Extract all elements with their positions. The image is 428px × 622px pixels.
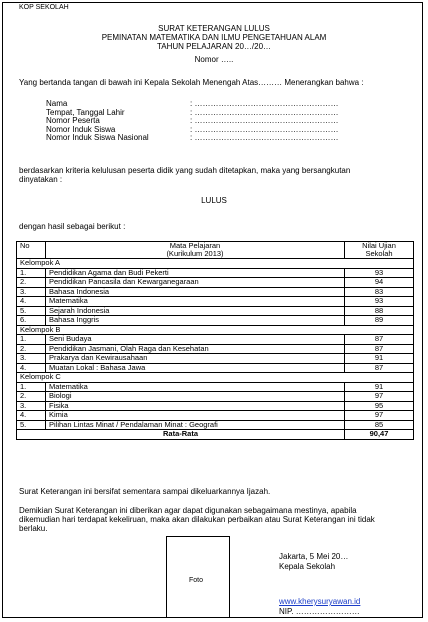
row-score: 87 bbox=[345, 363, 414, 373]
row-score: 91 bbox=[345, 382, 414, 392]
closing-line-3: berlaku. bbox=[19, 524, 48, 533]
group-row bbox=[17, 373, 414, 383]
row-score: 93 bbox=[345, 297, 414, 307]
header-subject bbox=[46, 242, 345, 259]
row-number: 4. bbox=[17, 411, 46, 421]
table-row bbox=[17, 335, 414, 345]
criteria-line-1: berdasarkan kriteria kelulusan peserta didik yang sudah ditetapkan, maka yang bersangkutan bbox=[19, 166, 351, 175]
group-row bbox=[17, 259, 414, 269]
field-value: : ……………………………………………… bbox=[190, 116, 339, 125]
group-name: Kelompok C bbox=[17, 373, 414, 383]
table-row bbox=[17, 363, 414, 373]
row-number: 4. bbox=[17, 363, 46, 373]
row-subject: Bahasa Indonesia bbox=[46, 287, 345, 297]
row-number: 1. bbox=[17, 382, 46, 392]
signature-place-date: Jakarta, 5 Mei 20… bbox=[279, 552, 349, 561]
field-label: Tempat, Tanggal Lahir bbox=[46, 107, 125, 117]
field-label: Nama bbox=[46, 99, 68, 108]
table-row bbox=[17, 278, 414, 288]
temporary-note: Surat Keterangan ini bersifat sementara sampai dikeluarkannya Ijazah. bbox=[19, 487, 271, 496]
signature-role: Kepala Sekolah bbox=[279, 562, 336, 571]
table-row bbox=[17, 354, 414, 364]
row-subject: Fisika bbox=[46, 401, 345, 411]
header-score-line2: Sekolah bbox=[365, 249, 393, 258]
closing-line-1: Demikian Surat Keterangan ini diberikan agar dapat digunakan sebagaimana mestinya, apabila bbox=[19, 506, 357, 515]
field-label: Nomor Induk Siswa Nasional bbox=[46, 133, 149, 142]
photo-label: Foto bbox=[189, 577, 204, 584]
row-score: 93 bbox=[345, 268, 414, 278]
field-value: : ……………………………………………… bbox=[190, 107, 339, 117]
row-subject: Matematika bbox=[46, 297, 345, 307]
header-no: No bbox=[17, 242, 46, 259]
row-score: 85 bbox=[345, 420, 414, 430]
row-subject: Pilihan Lintas Minat / Pendalaman Minat : Geografi bbox=[46, 420, 345, 430]
field-value: : ……………………………………………… bbox=[190, 124, 339, 134]
row-score: 97 bbox=[345, 392, 414, 402]
row-subject: Matematika bbox=[46, 382, 345, 392]
row-subject: Pendidikan Jasmani, Olah Raga dan Kesehatan bbox=[46, 344, 345, 354]
row-number: 6. bbox=[17, 316, 46, 326]
field-value: : ……………………………………………… bbox=[190, 133, 339, 142]
table-header-row bbox=[17, 242, 414, 259]
website-link[interactable]: www.kherysuryawan.id bbox=[279, 597, 361, 606]
row-number: 3. bbox=[17, 401, 46, 411]
field-label: Nomor Induk Siswa bbox=[46, 124, 116, 134]
row-subject: Kimia bbox=[46, 411, 345, 421]
field-value: : ……………………………………………… bbox=[190, 99, 339, 108]
row-subject: Pendidikan Agama dan Budi Pekerti bbox=[46, 268, 345, 278]
header-score-line1: Nilai Ujian bbox=[362, 241, 396, 250]
row-score: 91 bbox=[345, 354, 414, 364]
row-score: 89 bbox=[345, 316, 414, 326]
row-subject: Biologi bbox=[46, 392, 345, 402]
row-subject: Muatan Lokal : Bahasa Jawa bbox=[46, 363, 345, 373]
doc-subtitle: PEMINATAN MATEMATIKA DAN ILMU PENGETAHUAN ALAM bbox=[101, 33, 327, 42]
total-row bbox=[17, 430, 414, 440]
total-label: Rata-Rata bbox=[17, 430, 345, 440]
photo-box bbox=[166, 536, 230, 618]
group-name: Kelompok B bbox=[17, 325, 414, 335]
grades-intro: dengan hasil sebagai berikut : bbox=[19, 222, 126, 231]
row-number: 2. bbox=[17, 344, 46, 354]
row-score: 97 bbox=[345, 411, 414, 421]
row-score: 87 bbox=[345, 344, 414, 354]
row-number: 1. bbox=[17, 335, 46, 345]
row-number: 5. bbox=[17, 306, 46, 316]
row-number: 5. bbox=[17, 420, 46, 430]
intro-text: Yang bertanda tangan di bawah ini Kepala Sekolah Menengah Atas……… Menerangkan bahwa : bbox=[19, 78, 364, 87]
row-score: 95 bbox=[345, 401, 414, 411]
row-number: 3. bbox=[17, 354, 46, 364]
row-score: 83 bbox=[345, 287, 414, 297]
table-row bbox=[17, 382, 414, 392]
criteria-line-2: dinyatakan : bbox=[19, 175, 63, 184]
row-number: 1. bbox=[17, 268, 46, 278]
table-row bbox=[17, 401, 414, 411]
doc-title: SURAT KETERANGAN LULUS bbox=[158, 24, 270, 33]
header-subject-line1: Mata Pelajaran bbox=[169, 241, 221, 250]
row-subject: Sejarah Indonesia bbox=[46, 306, 345, 316]
row-number: 2. bbox=[17, 278, 46, 288]
table-row bbox=[17, 420, 414, 430]
signature-nip: NIP. …………………… bbox=[279, 607, 360, 616]
header-score bbox=[345, 242, 414, 259]
table-row bbox=[17, 392, 414, 402]
kop-sekolah: KOP SEKOLAH bbox=[19, 4, 69, 11]
header-subject-line2: (Kurikulum 2013) bbox=[166, 249, 224, 258]
table-row bbox=[17, 411, 414, 421]
table-row bbox=[17, 316, 414, 326]
row-subject: Pendidikan Pancasila dan Kewarganegaraan bbox=[46, 278, 345, 288]
closing-line-2: dikemudian hari terdapat kekeliruan, maka akan dilakukan perbaikan atau Surat Keterangan ini tidak bbox=[19, 515, 375, 524]
row-score: 88 bbox=[345, 306, 414, 316]
academic-year: TAHUN PELAJARAN 20…/20… bbox=[156, 42, 272, 51]
status-label: LULUS bbox=[201, 196, 227, 205]
grades-body bbox=[17, 259, 414, 430]
row-score: 94 bbox=[345, 278, 414, 288]
row-score: 87 bbox=[345, 335, 414, 345]
row-subject: Bahasa Inggris bbox=[46, 316, 345, 326]
group-name: Kelompok A bbox=[17, 259, 414, 269]
doc-number: Nomor ….. bbox=[194, 55, 234, 64]
row-number: 2. bbox=[17, 392, 46, 402]
total-value: 90,47 bbox=[345, 430, 414, 440]
row-subject: Seni Budaya bbox=[46, 335, 345, 345]
grades-table bbox=[16, 241, 414, 440]
row-number: 4. bbox=[17, 297, 46, 307]
row-subject: Prakarya dan Kewirausahaan bbox=[46, 354, 345, 364]
row-number: 3. bbox=[17, 287, 46, 297]
table-row bbox=[17, 297, 414, 307]
field-label: Nomor Peserta bbox=[46, 116, 100, 125]
